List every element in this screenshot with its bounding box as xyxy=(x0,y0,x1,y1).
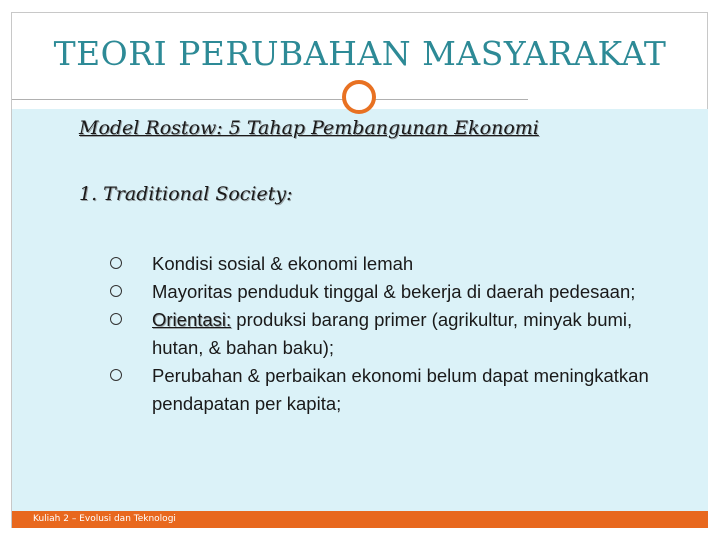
orientation-label: Orientasi: xyxy=(152,309,232,330)
footer-text: Kuliah 2 – Evolusi dan Teknologi xyxy=(33,514,176,524)
title-divider xyxy=(12,99,528,100)
bullet-text: Mayoritas penduduk tinggal & bekerja di daerah pedesaan; xyxy=(152,281,636,302)
bullet-text: Kondisi sosial & ekonomi lemah xyxy=(152,253,414,274)
bullet-item xyxy=(110,306,670,362)
footer-bar xyxy=(12,511,708,528)
section-heading: 1. Traditional Society: xyxy=(79,183,293,205)
orange-ring-icon xyxy=(342,80,376,114)
bullet-item xyxy=(110,250,670,278)
circle-bullet-icon xyxy=(110,257,122,269)
bullet-list xyxy=(110,250,670,418)
bullet-item xyxy=(110,278,670,306)
circle-bullet-icon xyxy=(110,285,122,297)
circle-bullet-icon xyxy=(110,313,122,325)
bullet-text: Perubahan & perbaikan ekonomi belum dapat meningkatkan pendapatan per kapita; xyxy=(152,365,649,414)
slide-subtitle: Model Rostow: 5 Tahap Pembangunan Ekonomi xyxy=(79,117,539,139)
slide-title: TEORI PERUBAHAN MASYARAKAT xyxy=(53,34,667,73)
bullet-text: produksi barang primer (agrikultur, minyak bumi, hutan, & bahan baku); xyxy=(152,309,633,358)
circle-bullet-icon xyxy=(110,369,122,381)
bullet-item xyxy=(110,362,670,418)
